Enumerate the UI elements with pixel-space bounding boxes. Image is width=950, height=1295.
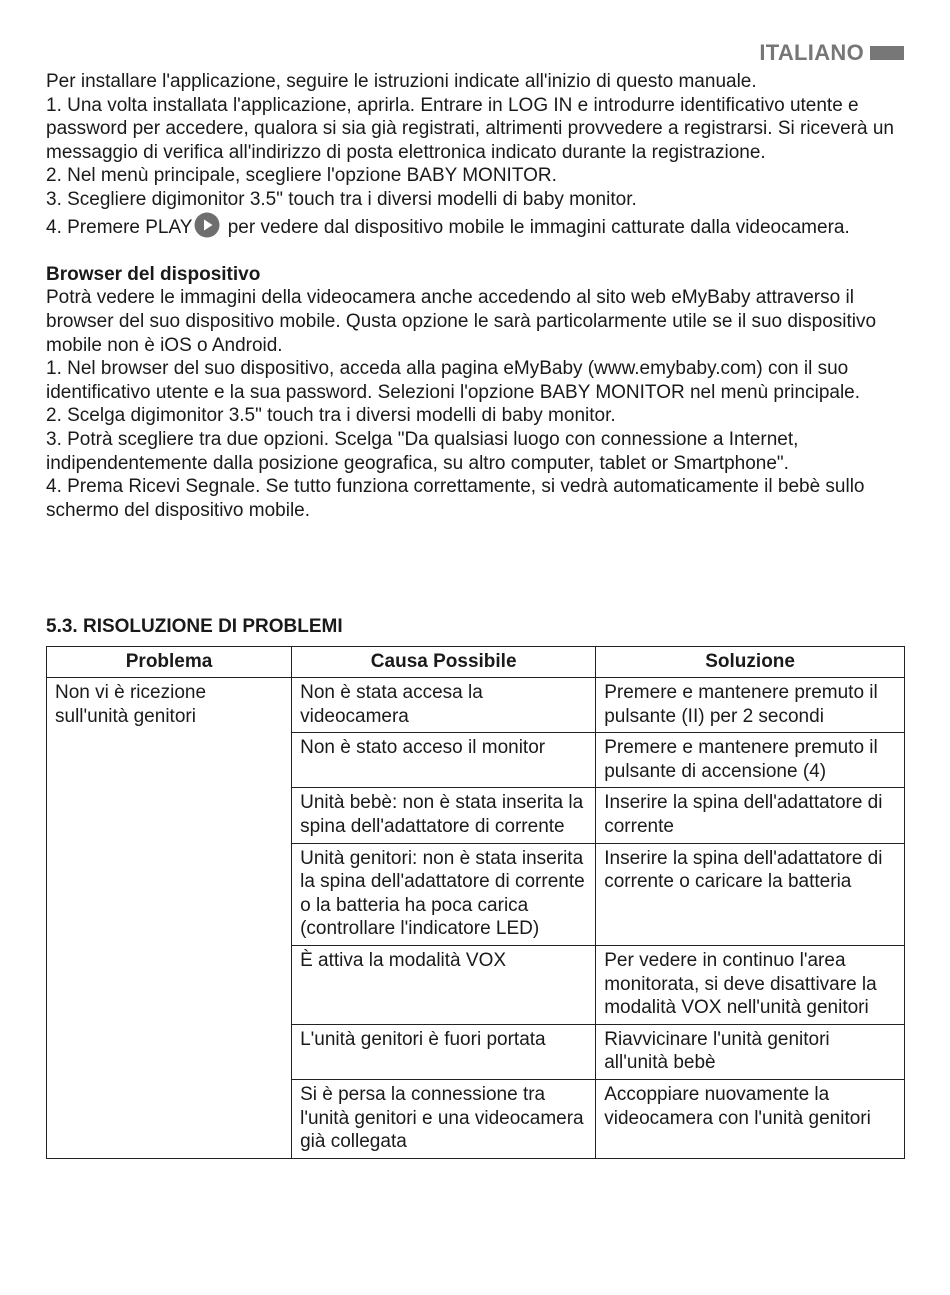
table-header-row [47, 647, 905, 678]
app-step-1: 1. Una volta installata l'applicazione, aprirla. Entrare in LOG IN e introdurre identificativo utente e password per accedere, qualora si sia già registrati, altrimenti provvedere a registrarsi. Si riceverà un messaggio di verifica all'indirizzo di posta elettronica indicato durante la registrazione. [46, 94, 894, 163]
browser-step-2: 2. Scelga digimonitor 3.5" touch tra i diversi modelli di baby monitor. [46, 405, 616, 427]
solution-cell: Inserire la spina dell'adattatore di corrente [596, 788, 905, 843]
cause-cell: Non è stata accesa la videocamera [292, 678, 596, 733]
cause-cell: L'unità genitori è fuori portata [292, 1024, 596, 1079]
install-paragraph: Per installare l'applicazione, seguire le istruzioni indicate all'inizio di questo manuale. [46, 71, 757, 92]
troubleshooting-title: 5.3. RISOLUZIONE DI PROBLEMI [46, 616, 343, 637]
solution-cell: Accoppiare nuovamente la videocamera con l'unità genitori [596, 1079, 905, 1158]
spacer [46, 239, 906, 263]
cause-cell: Si è persa la connessione tra l'unità genitori e una videocamera già collegata [292, 1079, 596, 1158]
browser-step-3: 3. Potrà scegliere tra due opzioni. Scelga "Da qualsiasi luogo con connessione a Internet, indipendentemente dalla posizione geografica, su altro computer, tablet or Smartphone". [46, 428, 799, 474]
app-step-4-start: 4. Premere PLAY [46, 216, 193, 238]
app-step-4 [46, 212, 906, 240]
solution-cell: Premere e mantenere premuto il pulsante di accensione (4) [596, 733, 905, 788]
problem-cell: Non vi è ricezione sull'unità genitori [47, 678, 292, 1159]
solution-cell: Per vedere in continuo l'area monitorata, si deve disattivare la modalità VOX nell'unità genitori [596, 945, 905, 1024]
column-header-solution: Soluzione [596, 647, 905, 678]
troubleshooting-table [46, 646, 905, 1159]
column-header-problem: Problema [47, 647, 292, 678]
browser-step-4: 4. Prema Ricevi Segnale. Se tutto funziona correttamente, si vedrà automaticamente il bebè sullo schermo del dispositivo mobile. [46, 476, 865, 521]
cause-cell: Unità genitori: non è stata inserita la spina dell'adattatore di corrente o la batteria ha poca carica (controllare l'indicatore LED) [292, 843, 596, 945]
cause-cell: Unità bebè: non è stata inserita la spina dell'adattatore di corrente [292, 788, 596, 843]
browser-intro: Potrà vedere le immagini della videocamera anche accedendo al sito web eMyBaby attraverso il browser del suo dispositivo mobile. Qusta opzione le sarà particolarmente utile se il suo dispositivo mobile non è iOS o Android. [46, 287, 877, 356]
cause-cell: Non è stato acceso il monitor [292, 733, 596, 788]
body-text [46, 70, 906, 522]
table-row [47, 678, 905, 733]
app-step-4-end: per vedere dal dispositivo mobile le immagini catturate dalla videocamera. [222, 216, 850, 238]
language-header [759, 40, 904, 66]
language-bar [870, 46, 904, 60]
language-label: ITALIANO [759, 40, 864, 65]
solution-cell: Riavvicinare l'unità genitori all'unità bebè [596, 1024, 905, 1079]
cause-cell: È attiva la modalità VOX [292, 945, 596, 1024]
browser-step-1: 1. Nel browser del suo dispositivo, acceda alla pagina eMyBaby (www.emybaby.com) con il suo identificativo utente e la sua password. Selezioni l'opzione BABY MONITOR nel menù principale. [46, 358, 861, 403]
play-icon [194, 212, 220, 238]
browser-section-title: Browser del dispositivo [46, 263, 261, 285]
app-step-3: 3. Scegliere digimonitor 3.5" touch tra i diversi modelli di baby monitor. [46, 188, 637, 210]
column-header-cause: Causa Possibile [292, 647, 596, 678]
solution-cell: Inserire la spina dell'adattatore di corrente o caricare la batteria [596, 843, 905, 945]
app-step-2: 2. Nel menù principale, scegliere l'opzione BABY MONITOR. [46, 165, 557, 187]
solution-cell: Premere e mantenere premuto il pulsante (II) per 2 secondi [596, 678, 905, 733]
